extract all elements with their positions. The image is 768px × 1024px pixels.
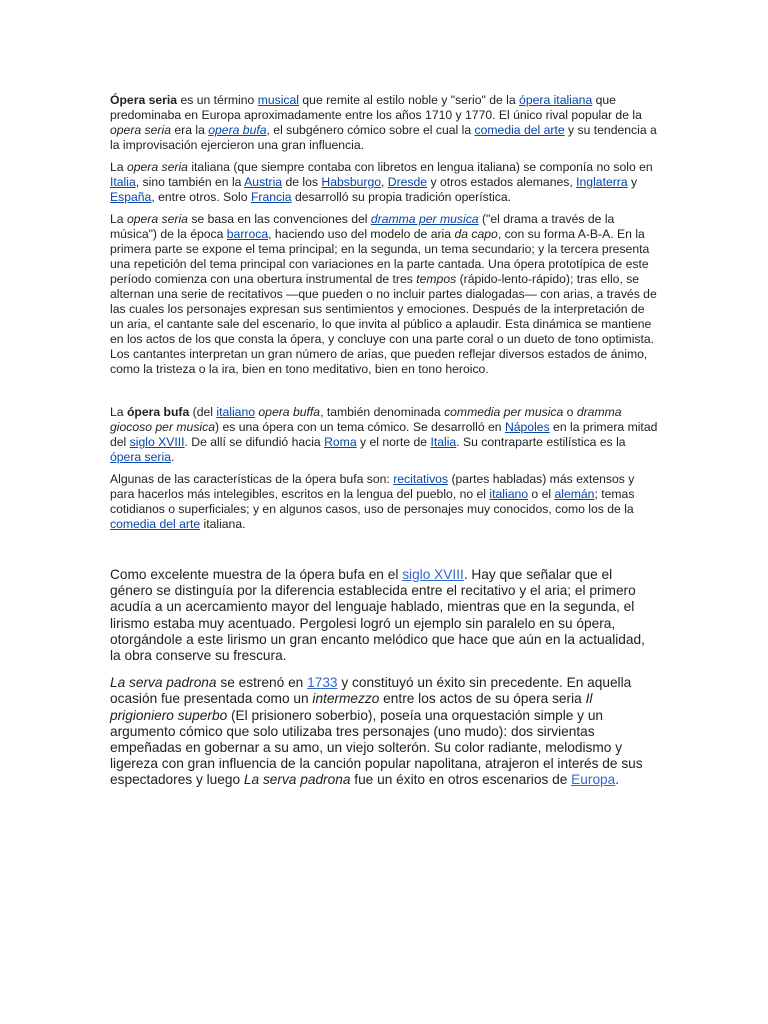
link-aleman[interactable]: alemán — [554, 487, 595, 501]
text: que remite al estilo noble y "serio" de la — [299, 93, 520, 107]
section-opera-seria — [110, 93, 658, 377]
paragraph-opera-seria-geography — [110, 160, 658, 205]
text: era la — [170, 123, 209, 137]
text: y su tendencia a la improvisación ejercieron una gran influencia. — [110, 123, 657, 152]
paragraph-serva-padrona — [110, 675, 658, 788]
text: . Su contraparte estilística es la — [456, 435, 626, 449]
text: (El prisionero soberbio), poseía una orquestación simple y un argumento cómico que solo utilizaba tres personajes (uno mudo): dos sirvientas empeñadas en gobernar a su amo, un viejo solterón. Su color radiante, melodismo y ligereza con gran influencia de la canción popular napolitana, atrajeron el interés de sus espectadores y luego — [110, 707, 643, 788]
link-austria[interactable]: Austria — [244, 175, 283, 189]
text: , el subgénero cómico sobre el cual la — [266, 123, 475, 137]
text: se estrenó en — [216, 675, 308, 691]
link-inglaterra[interactable]: Inglaterra — [576, 175, 628, 189]
link-text: opera bufa — [208, 123, 267, 137]
text: . — [170, 450, 175, 464]
paragraph-opera-seria-structure — [110, 212, 658, 377]
link-italia[interactable]: Italia — [430, 435, 457, 449]
text: La — [110, 212, 127, 226]
text: . — [615, 772, 620, 788]
document-page — [110, 93, 658, 800]
italic-il-prigioniero-superbo: Il prigioniero superbo — [110, 691, 593, 723]
text: que predominaba en Europa aproximadamente entre los años 1710 y 1770. El único rival popular de la — [110, 93, 642, 122]
text: se basa en las convenciones del — [187, 212, 371, 226]
italic-commedia-per-musica: commedia per musica — [444, 405, 564, 419]
link-opera-bufa[interactable] — [208, 123, 266, 137]
text: en la primera mitad del — [110, 420, 658, 449]
link-dramma-per-musica[interactable] — [371, 212, 479, 226]
link-siglo-xviii[interactable]: siglo XVIII — [402, 567, 464, 582]
italic-dramma-giocoso: dramma giocoso per musica — [110, 405, 622, 434]
link-opera-italiana[interactable]: ópera italiana — [519, 93, 593, 107]
text: (del — [189, 405, 217, 419]
text: italiana. — [200, 517, 246, 531]
link-habsburgo[interactable]: Habsburgo — [321, 175, 382, 189]
link-napoles[interactable]: Nápoles — [504, 420, 550, 434]
link-musical[interactable]: musical — [257, 93, 300, 107]
link-espana[interactable]: España — [110, 190, 152, 204]
text: , entre otros. Solo — [151, 190, 251, 204]
text: de los — [282, 175, 322, 189]
text: La — [110, 405, 127, 419]
link-1733[interactable]: 1733 — [307, 675, 338, 691]
link-barroca[interactable]: barroca — [226, 227, 269, 241]
paragraph-opera-bufa-characteristics — [110, 472, 658, 532]
text: y el norte de — [356, 435, 431, 449]
link-siglo-xviii[interactable]: siglo XVIII — [129, 435, 185, 449]
text: desarrolló su propia tradición operística. — [291, 190, 512, 204]
paragraph-opera-seria-intro — [110, 93, 658, 153]
text: o — [563, 405, 577, 419]
italic-intermezzo: intermezzo — [312, 691, 380, 707]
link-italiano[interactable]: italiano — [216, 405, 255, 419]
text: , — [381, 175, 388, 189]
italic-la-serva-padrona: La serva padrona — [243, 772, 351, 788]
text: . Hay que señalar que el género se distinguía por la diferencia establecida entre el recitativo y el aria; el primero acudía a un acercamiento mayor del lenguaje hablado, mientras que en la segunda, el lirismo estaba muy acentuado. Pergolesi logró un ejemplo sin paralelo en su ópera, otorgándole a este lirismo un gran encanto melódico que hace que aún en la actualidad, la obra conserve su frescura. — [110, 567, 645, 664]
text: . De allí se difundió hacia — [184, 435, 325, 449]
text: , con su forma A-B-A. En la primera parte se expone el tema principal; en la segunda, un tema secundario; y la tercera presenta una repetición del tema principal con variaciones en la parte cantada. Una ópera prototípica de este período comienza con una obertura instrumental de tres — [110, 227, 650, 286]
text: es un término — [177, 93, 258, 107]
text: (rápido-lento-rápido); tras ello, se alternan una serie de recitativos —que pueden o no incluir partes dialogadas— con arias, a través de las cuales los personajes expresan sus sentimientos y emociones. Después de la interpretación de un aria, el cantante sale del escenario, lo que invita al público a aplaudir. Esta dinámica se mantiene en los actos de los que consta la ópera, y concluye con una parte coral o un dueto de tono optimista. Los cantantes interpretan un gran número de arias, que pueden reflejar diversos estados de ánimo, como la tristeza o la ira, bien en tono meditativo, bien en tono heroico. — [110, 272, 657, 376]
italic-opera-seria: opera seria — [126, 160, 188, 174]
text: fue un éxito en otros escenarios de — [350, 772, 572, 788]
text: , también denominada — [320, 405, 445, 419]
paragraph-opera-bufa-intro — [110, 405, 658, 465]
term-opera-bufa: ópera bufa — [126, 405, 190, 419]
text: o el — [528, 487, 555, 501]
link-europa[interactable]: Europa — [571, 772, 616, 788]
text: La — [110, 160, 127, 174]
text: ) es una ópera con un tema cómico. Se desarrolló en — [215, 420, 505, 434]
text: Como excelente muestra de la ópera bufa en el — [110, 567, 403, 582]
text: ; temas cotidianos o superficiales; y en algunos casos, uso de personajes muy conocidos, como los de la — [110, 487, 635, 516]
text: , sino también en la — [135, 175, 245, 189]
italic-la-serva-padrona: La serva padrona — [110, 675, 217, 691]
text: y — [627, 175, 638, 189]
text: entre los actos de su ópera seria — [379, 691, 586, 707]
italic-opera-seria: opera seria — [110, 123, 171, 137]
link-recitativos[interactable]: recitativos — [393, 472, 449, 486]
italic-opera-seria: opera seria — [126, 212, 188, 226]
link-italiano[interactable]: italiano — [489, 487, 529, 501]
text: y otros estados alemanes, — [427, 175, 577, 189]
italic-opera-buffa: opera buffa — [258, 405, 321, 419]
paragraph-pergolesi — [110, 567, 658, 664]
italic-da-capo: da capo — [454, 227, 498, 241]
text: y constituyó un éxito sin precedente. En aquella ocasión fue presentada como un — [110, 675, 632, 707]
text: italiana (que siempre contaba con libretos en lengua italiana) se componía no solo en — [187, 160, 653, 174]
link-comedia-del-arte[interactable]: comedia del arte — [474, 123, 565, 137]
text: (partes habladas) más extensos y para hacerlos más intelegibles, escritos en la lengua del pueblo, no el — [110, 472, 635, 501]
link-opera-seria[interactable]: ópera seria — [110, 450, 171, 464]
text: Algunas de las características de la ópera bufa son: — [110, 472, 394, 486]
text: , haciendo uso del modelo de aria — [268, 227, 455, 241]
link-dresde[interactable]: Dresde — [387, 175, 428, 189]
link-roma[interactable]: Roma — [324, 435, 357, 449]
text: ("el drama a través de la música") de la época — [110, 212, 615, 241]
link-italia[interactable]: Italia — [110, 175, 136, 189]
italic-tempos: tempos — [416, 272, 457, 286]
section-opera-bufa — [110, 405, 658, 532]
link-text: dramma per musica — [370, 212, 479, 226]
link-comedia-del-arte[interactable]: comedia del arte — [110, 517, 201, 531]
link-francia[interactable]: Francia — [250, 190, 292, 204]
section-pergolesi — [110, 567, 658, 789]
term-opera-seria: Ópera seria — [110, 93, 178, 107]
